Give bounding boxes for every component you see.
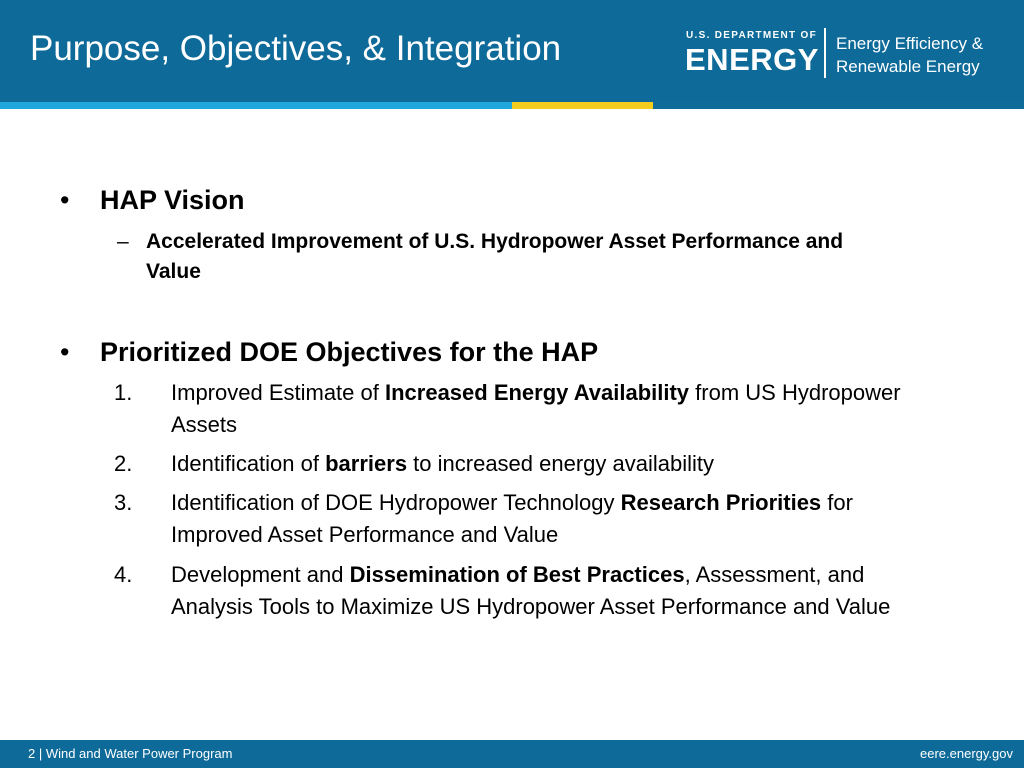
objective-emphasis: barriers [325, 451, 408, 476]
footer-bar [0, 740, 1024, 768]
item-number: 4. [114, 562, 133, 587]
bullet-icon: • [60, 337, 70, 367]
objective-item: Development and Dissemination of Best Practices, Assessment, and Analysis Tools to Maximize US Hydropower Asset Performance and Value [171, 562, 891, 619]
objective-item: Identification of barriers to increased energy availability [171, 451, 715, 476]
item-number: 1. [114, 380, 133, 405]
objective-emphasis: Increased Energy Availability [384, 380, 690, 405]
office-name-line2: Renewable Energy [836, 57, 980, 76]
section-heading-vision: HAP Vision [100, 185, 245, 215]
slide-title: Purpose, Objectives, & Integration [30, 29, 562, 68]
objective-emphasis: Research Priorities [620, 490, 822, 515]
footer-url[interactable]: eere.energy.gov [920, 746, 1013, 761]
logo-department-text: U.S. DEPARTMENT OF [686, 30, 817, 41]
office-name-line1: Energy Efficiency & [836, 34, 984, 53]
item-number: 2. [114, 451, 133, 476]
objective-item: Improved Estimate of Increased Energy Availability from US Hydropower Assets [171, 380, 901, 437]
logo-energy-text: ENERGY [685, 42, 819, 77]
vision-statement: Accelerated Improvement of U.S. Hydropower Asset Performance and Value [146, 230, 844, 283]
bullet-icon: • [60, 185, 70, 215]
dash-icon: – [117, 230, 129, 253]
footer-program: 2 | Wind and Water Power Program [28, 746, 233, 761]
objective-emphasis: Dissemination of Best Practices [349, 562, 685, 587]
item-number: 3. [114, 490, 133, 515]
section-heading-objectives: Prioritized DOE Objectives for the HAP [100, 337, 599, 367]
objective-item: Identification of DOE Hydropower Technology Research Priorities for Improved Asset Performance and Value [171, 490, 853, 547]
